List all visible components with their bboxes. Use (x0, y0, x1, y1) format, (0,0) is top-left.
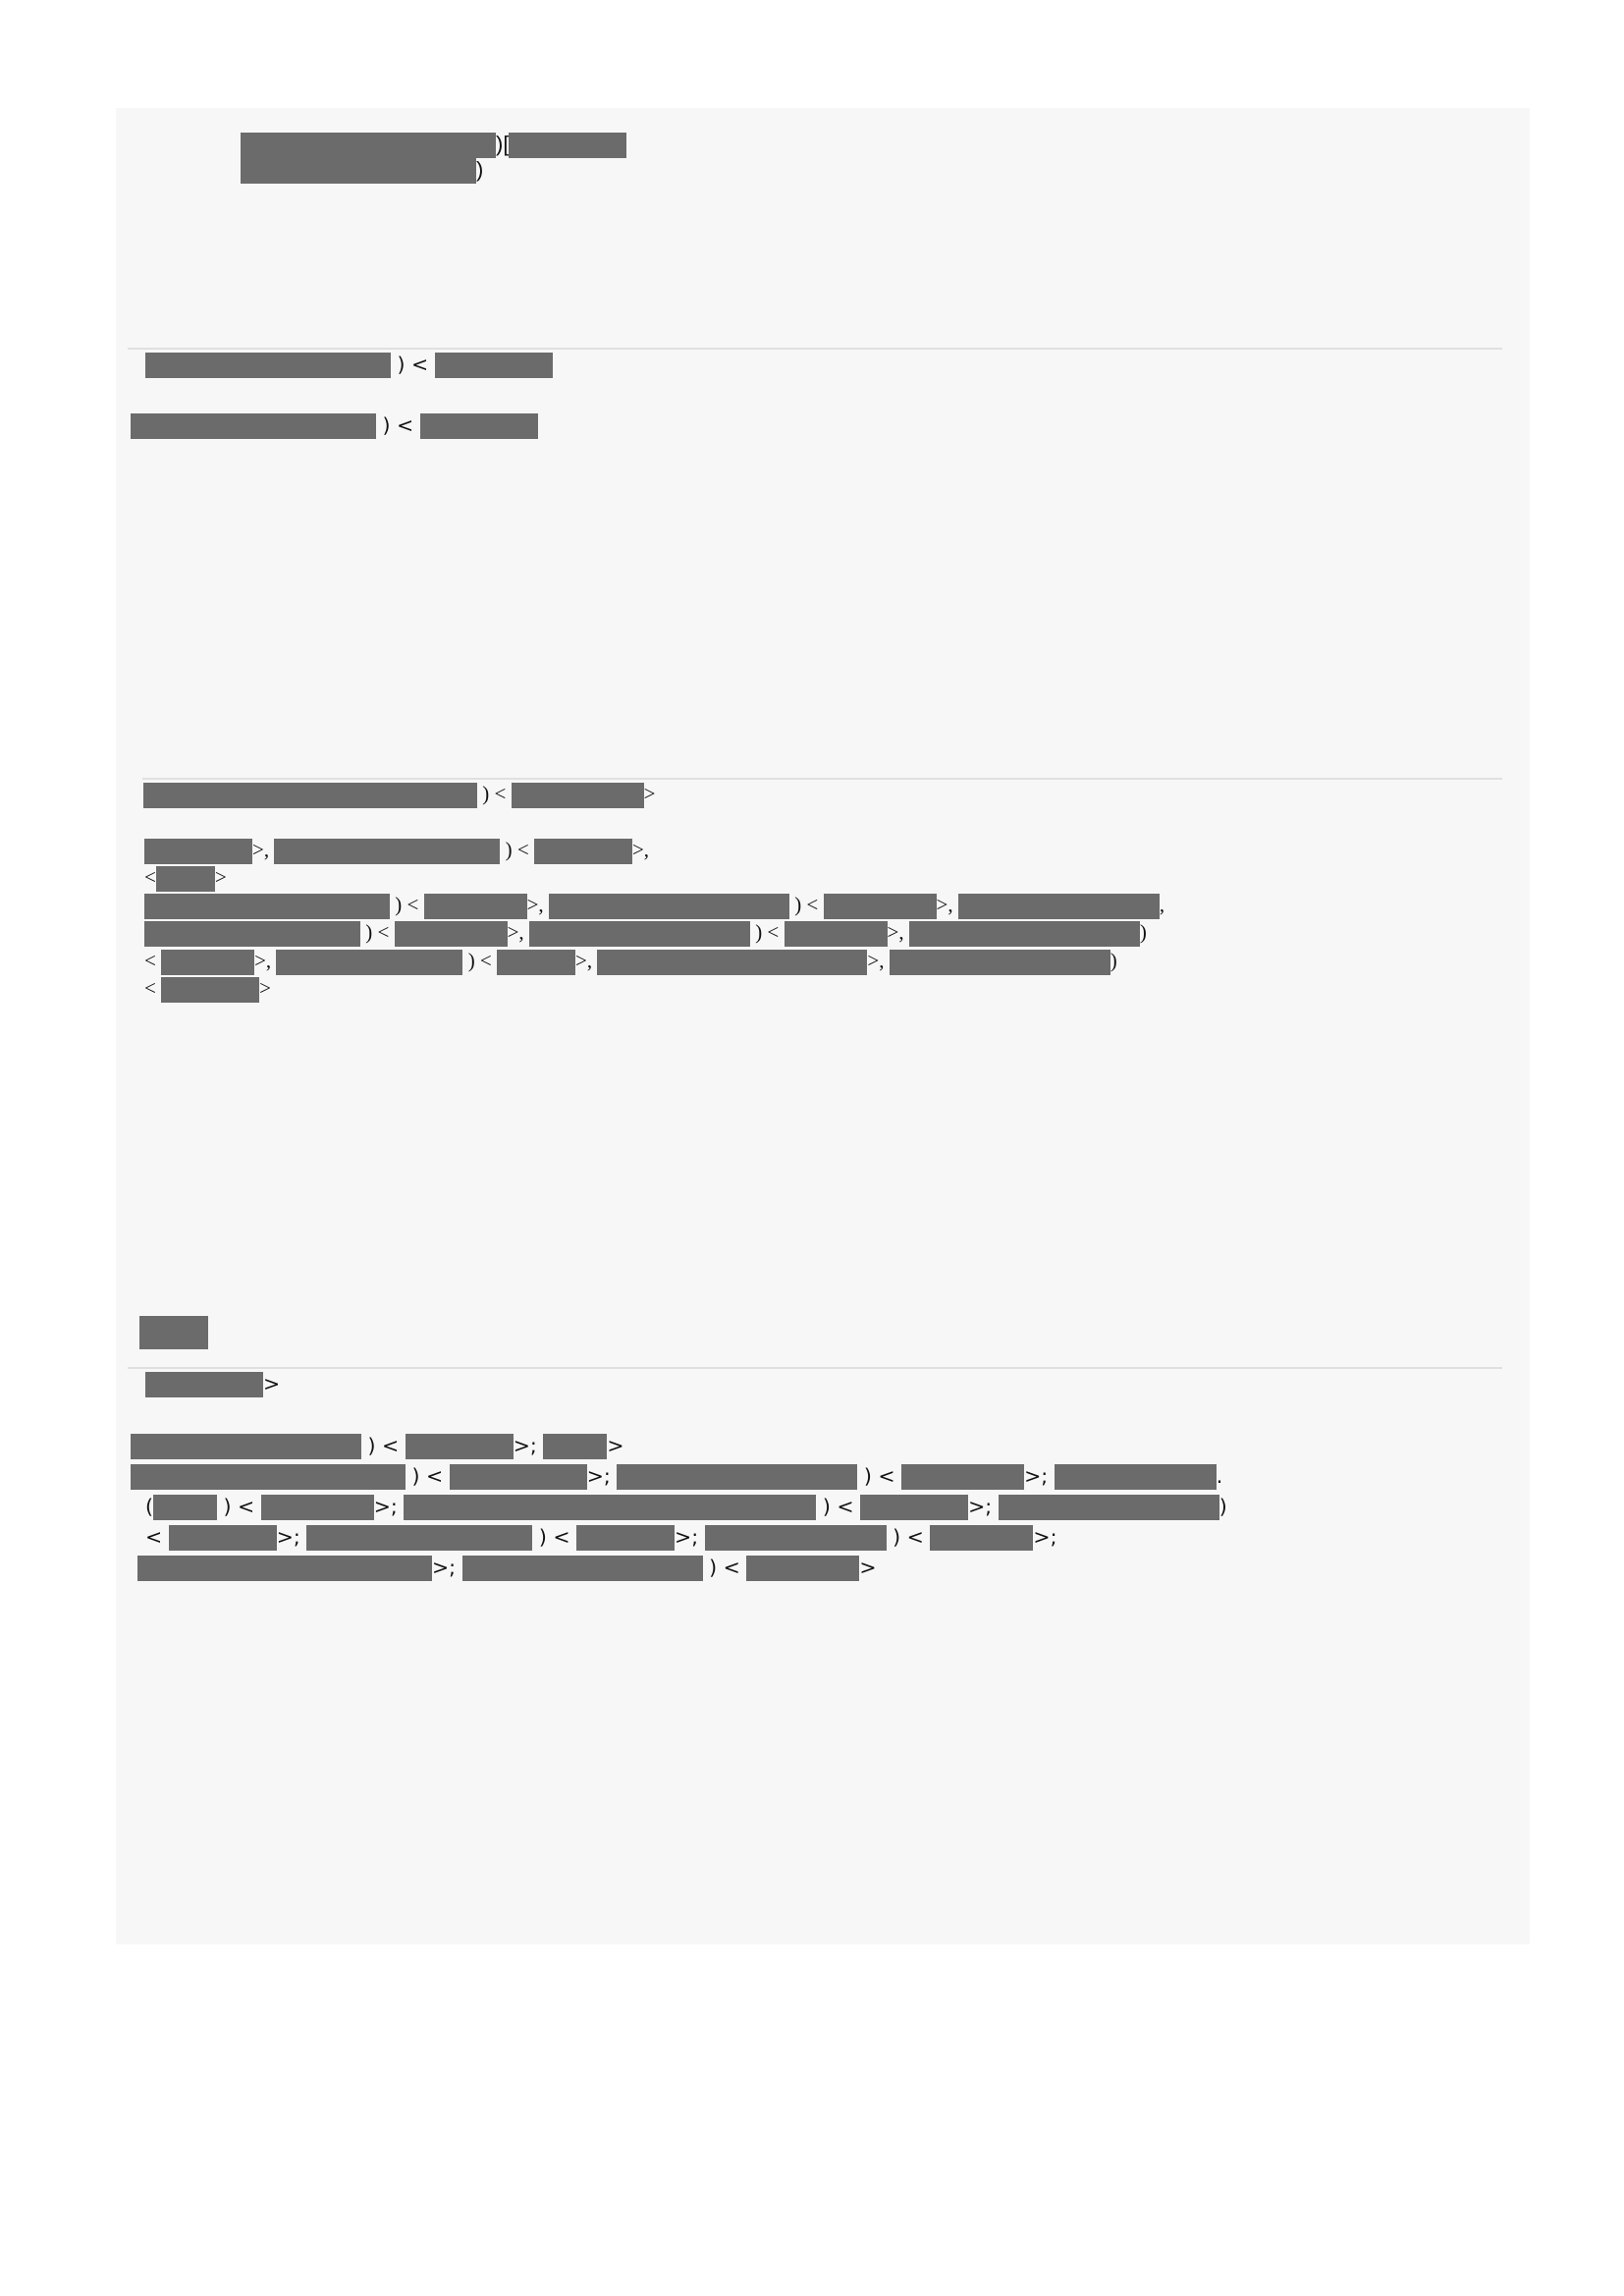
redaction (435, 353, 553, 378)
redaction (497, 950, 575, 975)
redaction (144, 921, 360, 947)
redaction (509, 133, 626, 158)
redaction (139, 1316, 208, 1349)
redaction (131, 1464, 406, 1490)
redaction (930, 1525, 1033, 1551)
redaction (617, 1464, 857, 1490)
redaction (161, 950, 254, 975)
msg3-cc: ) < >; ) < >; . (131, 1461, 1222, 1492)
msg1-aan: ) < (131, 410, 538, 441)
redaction (161, 977, 259, 1003)
divider (128, 1367, 1502, 1369)
redaction (131, 413, 376, 439)
redaction (143, 783, 477, 808)
redaction (549, 894, 789, 919)
redaction (909, 921, 1140, 947)
redaction (1055, 1464, 1217, 1490)
redaction (156, 866, 215, 892)
redaction (137, 1556, 432, 1581)
redaction (274, 839, 500, 864)
redaction (261, 1495, 374, 1520)
redaction (241, 158, 476, 184)
from-value: ) (241, 157, 483, 184)
redaction (958, 894, 1160, 919)
msg1-van: ) < (145, 350, 553, 380)
msg2-kopie: ) < >, ) < >, , (144, 891, 1164, 919)
redaction (406, 1434, 514, 1459)
redaction (999, 1495, 1219, 1520)
redaction (462, 1556, 703, 1581)
redaction (512, 783, 644, 808)
msg2-aan-cont: < > (144, 863, 227, 892)
redaction (241, 133, 496, 158)
redaction (890, 950, 1110, 975)
msg3-cc-cont: >; ) < > (137, 1553, 877, 1583)
redaction (420, 413, 538, 439)
redaction (744, 950, 867, 975)
page-shading (116, 108, 1530, 1944)
redaction (395, 921, 508, 947)
redaction (145, 1372, 263, 1397)
redaction (534, 839, 632, 864)
msg2-from: ) < > (143, 780, 655, 808)
redaction (597, 950, 744, 975)
redaction (529, 921, 750, 947)
redaction (424, 894, 527, 919)
paren: )[ (496, 132, 510, 156)
redaction (306, 1525, 532, 1551)
redaction (705, 1525, 887, 1551)
msg2-aan: >, ) < >, (144, 836, 649, 864)
redaction (543, 1434, 607, 1459)
redaction (404, 1495, 816, 1520)
redaction (145, 353, 391, 378)
msg2-kopie-cont: ) < >, ) < >, ) (144, 918, 1147, 947)
redaction (144, 894, 390, 919)
msg2-signature-redaction (139, 1316, 208, 1349)
redaction (144, 839, 252, 864)
redaction (576, 1525, 675, 1551)
redaction (169, 1525, 277, 1551)
redaction (450, 1464, 587, 1490)
redaction (860, 1495, 968, 1520)
msg2-kopie-cont: < > (144, 974, 271, 1003)
msg3-aan: ) < >; > (131, 1431, 624, 1461)
redaction (824, 894, 937, 919)
msg3-cc-cont: ( ) < >; ) < >; ) (145, 1495, 1227, 1518)
redaction (785, 921, 888, 947)
redaction (901, 1464, 1024, 1490)
redaction (153, 1495, 217, 1520)
redaction (276, 950, 462, 975)
msg3-cc-cont: < >; ) < >; ) < >; (145, 1525, 1057, 1549)
msg3-van: > (145, 1369, 280, 1399)
redaction (131, 1434, 361, 1459)
to-value (241, 132, 626, 158)
redaction (746, 1556, 859, 1581)
msg2-kopie-cont: < >, ) < >, >, ) (144, 947, 1117, 975)
